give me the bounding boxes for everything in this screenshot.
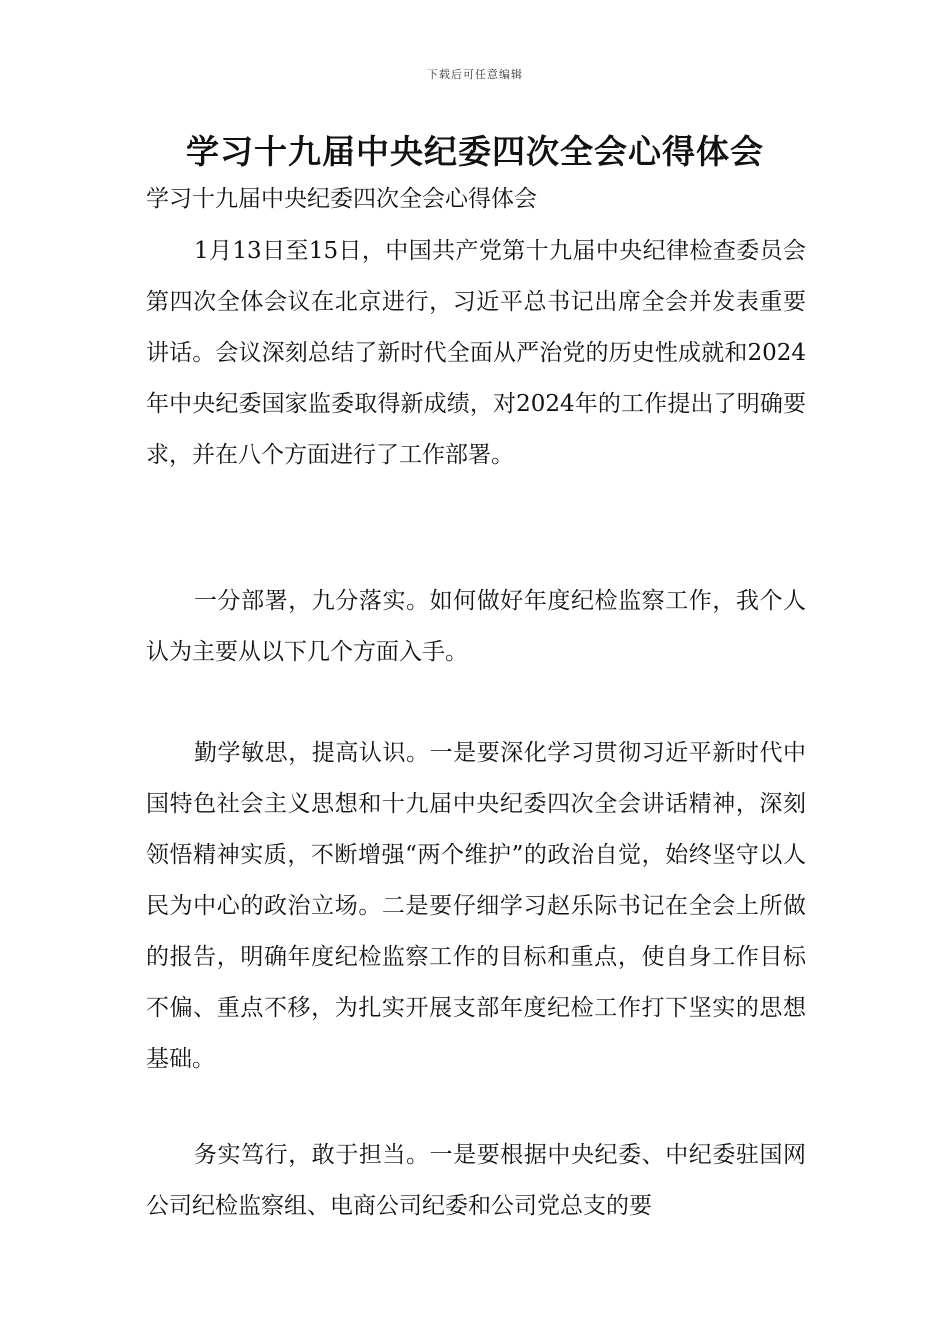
paragraph-intro: 1月13日至15日，中国共产党第十九届中央纪律检查委员会第四次全体会议在北京进行，习近平总书记出席全会并发表重要讲话。会议深刻总结了新时代全面从严治党的历史性成就和2024年中央纪委国家监委取得新成绩，对2024年的工作提出了明确要求，并在八个方面进行了工作部署。: [146, 238, 806, 468]
header-note: 下载后可任意编辑: [427, 68, 523, 81]
document-subtitle: 学习十九届中央纪委四次全会心得体会: [146, 186, 537, 212]
document-title: 学习十九届中央纪委四次全会心得体会: [186, 132, 764, 171]
paragraph-deployment: 一分部署，九分落实。如何做好年度纪检监察工作，我个人认为主要从以下几个方面入手。: [146, 588, 806, 665]
paragraph-study: 勤学敏思，提高认识。一是要深化学习贯彻习近平新时代中国特色社会主义思想和十九届中央纪委四次全会讲话精神，深刻领悟精神实质，不断增强“两个维护”的政治自觉，始终坚守以人民为中心的政治立场。二是要仔细学习赵乐际书记在全会上所做的报告，明确年度纪检监察工作的目标和重点，使自身工作目标不偏、重点不移，为扎实开展支部年度纪检工作打下坚实的思想基础。: [146, 740, 806, 1072]
paragraph-practice: 务实笃行，敢于担当。一是要根据中央纪委、中纪委驻国网公司纪检监察组、电商公司纪委和公司党总支的要: [146, 1142, 806, 1219]
